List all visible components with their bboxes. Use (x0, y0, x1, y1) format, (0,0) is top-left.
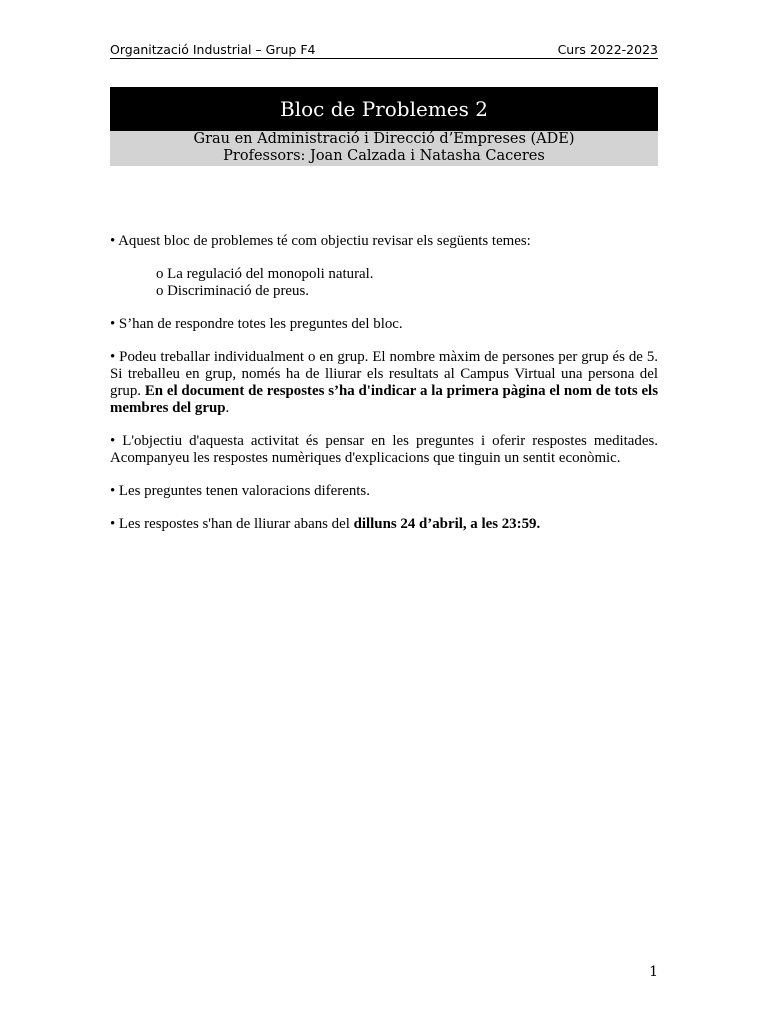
document-title: Bloc de Problemes 2 (110, 87, 658, 131)
header-academic-year: Curs 2022-2023 (557, 42, 658, 57)
answer-all-bullet: • S’han de respondre totes les preguntes del bloc. (110, 316, 403, 332)
valuations-bullet: • Les preguntes tenen valoracions diferents. (110, 483, 370, 499)
groups-end-punct: . (225, 400, 230, 416)
degree-name: Grau en Administració i Direcció d’Empreses (ADE) (193, 131, 575, 147)
topics-sublist (156, 266, 658, 300)
groups-bold-note: En el document de respostes s’ha d'indicar a la primera pàgina el nom de tots els membres del grup (110, 383, 658, 416)
topic-item: o La regulació del monopoli natural. (156, 266, 374, 282)
deadline-bullet (110, 516, 658, 533)
objective-bullet: • L'objectiu d'aquesta activitat és pensar en les preguntes i oferir respostes meditades. Acompanyeu les respostes numèriques d'explicacions que tinguin un sentit econòmic. (110, 433, 658, 466)
running-header (110, 42, 658, 59)
professors-line: Professors: Joan Calzada i Natasha Caceres (223, 148, 545, 164)
groups-bullet (110, 349, 658, 417)
deadline-text: • Les respostes s'han de lliurar abans del (110, 516, 354, 532)
topic-item: o Discriminació de preus. (156, 283, 309, 299)
page-number: 1 (649, 964, 658, 980)
deadline-date: dilluns 24 d’abril, a les 23:59. (353, 516, 541, 532)
groups-text: • Podeu treballar individualment o en grup. El nombre màxim de persones per grup és de 5. Si treballeu en grup, només ha de lliurar els resultats al Campus Virtual una persona del grup. (110, 349, 658, 399)
intro-bullet: • Aquest bloc de problemes té com objectiu revisar els següents temes: (110, 233, 531, 249)
subtitle-block (110, 131, 658, 166)
instructions-body (110, 233, 658, 549)
header-course: Organització Industrial – Grup F4 (110, 42, 316, 57)
